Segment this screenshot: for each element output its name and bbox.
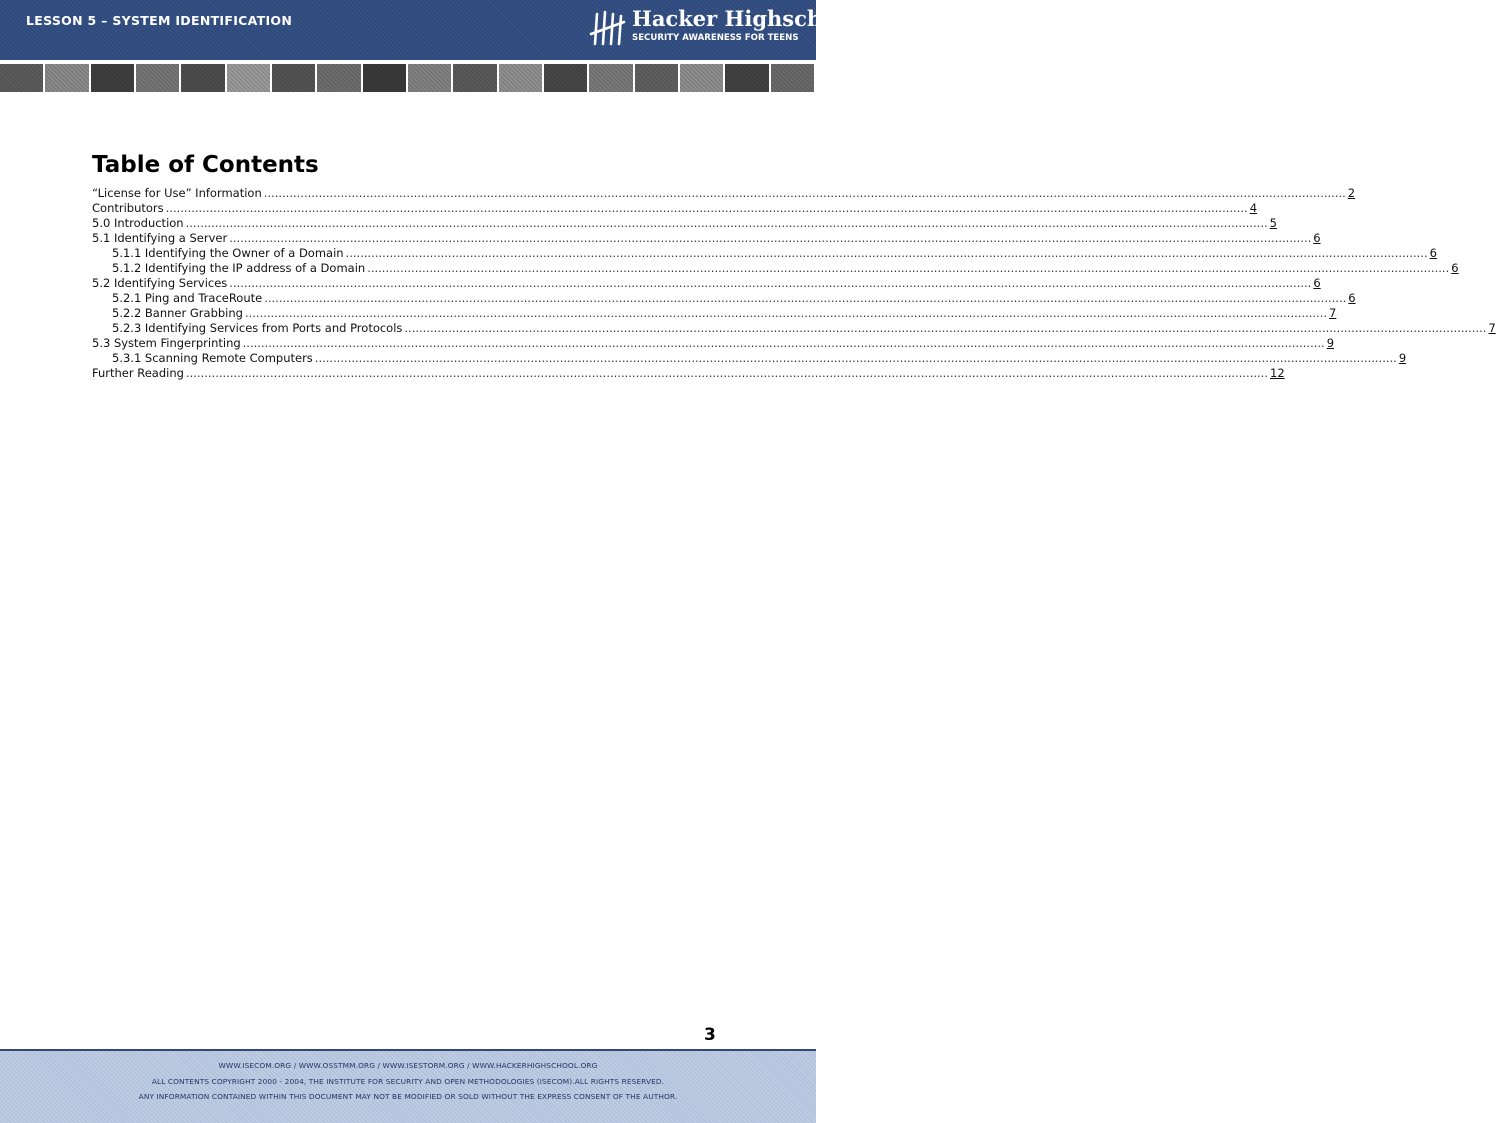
dot-leader <box>404 321 1486 335</box>
footer-links: WWW.ISECOM.ORG / WWW.OSSTMM.ORG / WWW.ISESTORM.ORG / WWW.HACKERHIGHSCHOOL.ORG <box>218 1061 598 1070</box>
toc-entry-page: 6 <box>1451 261 1459 275</box>
dot-leader <box>264 186 1346 200</box>
hacker-highschool-logo <box>588 6 859 52</box>
collage-photo <box>589 64 632 92</box>
toc-entry-label: 5.1.1 Identifying the Owner of a Domain <box>112 246 344 260</box>
dot-leader <box>229 276 1311 290</box>
page-footer <box>0 1049 816 1123</box>
collage-photo <box>408 64 451 92</box>
toc-entry-page: 7 <box>1488 321 1496 335</box>
toc-entry[interactable] <box>92 366 1285 381</box>
collage-photo <box>317 64 360 92</box>
collage-photo <box>680 64 723 92</box>
toc-entry-label: Contributors <box>92 201 164 215</box>
collage-photo <box>227 64 270 92</box>
toc-entry-label: 5.1 Identifying a Server <box>92 231 228 245</box>
toc-entry-label: 5.2.1 Ping and TraceRoute <box>112 291 263 305</box>
collage-photo <box>136 64 179 92</box>
dot-leader <box>229 231 1311 245</box>
toc-entry-label: 5.3.1 Scanning Remote Computers <box>112 351 313 365</box>
collage-photo <box>544 64 587 92</box>
toc-entry-page: 6 <box>1313 231 1321 245</box>
toc-entry-page: 6 <box>1429 246 1437 260</box>
collage-photo <box>453 64 496 92</box>
dot-leader <box>245 306 1327 320</box>
toc-entry-page: 12 <box>1270 366 1285 380</box>
toc-entry-page: 6 <box>1313 276 1321 290</box>
toc-entry[interactable] <box>92 321 1496 336</box>
collage-photo <box>272 64 315 92</box>
tally-marks-icon <box>588 8 626 48</box>
dot-leader <box>166 201 1248 215</box>
collage-photo <box>0 64 43 92</box>
toc-entry[interactable] <box>92 216 1277 231</box>
toc-entry[interactable] <box>92 351 1407 366</box>
page-number: 3 <box>704 1025 716 1045</box>
collage-photo <box>181 64 224 92</box>
toc-entry[interactable] <box>92 291 1356 306</box>
dot-leader <box>367 261 1449 275</box>
toc-entry-page: 9 <box>1326 336 1335 350</box>
toc-heading: Table of Contents <box>92 152 319 178</box>
dot-leader <box>243 336 1325 350</box>
toc-entry-label: Further Reading <box>92 366 184 380</box>
photo-collage-strip <box>0 60 816 96</box>
toc-entry-page: 9 <box>1398 351 1407 365</box>
footer-disclaimer: ANY INFORMATION CONTAINED WITHIN THIS DOCUMENT MAY NOT BE MODIFIED OR SOLD WITHOUT THE EXPRESS CONSENT OF THE AUTHOR. <box>138 1092 678 1101</box>
toc-entry-page: 2 <box>1347 186 1356 200</box>
toc-entry[interactable] <box>92 276 1321 291</box>
toc-entry-label: 5.0 Introduction <box>92 216 184 230</box>
toc-entry-label: 5.1.2 Identifying the IP address of a Domain <box>112 261 366 275</box>
toc-entry[interactable] <box>92 201 1258 216</box>
collage-photo <box>45 64 88 92</box>
toc-entry-label: 5.2.3 Identifying Services from Ports and Protocols <box>112 321 403 335</box>
logo-tagline: SECURITY AWARENESS FOR TEENS <box>632 33 799 43</box>
toc-entry[interactable] <box>92 336 1335 351</box>
collage-photo <box>771 64 814 92</box>
collage-photo <box>499 64 542 92</box>
toc-entry[interactable] <box>92 231 1321 246</box>
collage-photo <box>91 64 134 92</box>
toc-entry-page: 4 <box>1249 201 1258 215</box>
logo-name: Hacker Highschool <box>632 6 859 31</box>
collage-photo <box>635 64 678 92</box>
toc-entry[interactable] <box>92 246 1437 261</box>
dot-leader <box>264 291 1346 305</box>
footer-copyright: ALL CONTENTS COPYRIGHT 2000 - 2004, THE INSTITUTE FOR SECURITY AND OPEN METHODOLOGIES (ISECOM).ALL RIGHTS RESERVED. <box>151 1077 665 1086</box>
toc-entry-page: 6 <box>1348 291 1356 305</box>
dot-leader <box>315 351 1397 365</box>
toc-entry-page: 7 <box>1329 306 1337 320</box>
table-of-contents <box>92 186 1496 381</box>
lesson-title: LESSON 5 – SYSTEM IDENTIFICATION <box>26 13 293 28</box>
collage-photo <box>363 64 406 92</box>
dot-leader <box>186 366 1268 380</box>
page-header <box>0 0 859 60</box>
dot-leader <box>186 216 1268 230</box>
toc-entry-label: 5.2 Identifying Services <box>92 276 228 290</box>
toc-entry-label: “License for Use” Information <box>92 186 262 200</box>
collage-photo <box>725 64 768 92</box>
toc-entry[interactable] <box>92 306 1337 321</box>
toc-entry-label: 5.2.2 Banner Grabbing <box>112 306 243 320</box>
toc-entry[interactable] <box>92 186 1356 201</box>
dot-leader <box>346 246 1428 260</box>
toc-entry-page: 5 <box>1269 216 1277 230</box>
toc-entry[interactable] <box>92 261 1459 276</box>
toc-entry-label: 5.3 System Fingerprinting <box>92 336 241 350</box>
